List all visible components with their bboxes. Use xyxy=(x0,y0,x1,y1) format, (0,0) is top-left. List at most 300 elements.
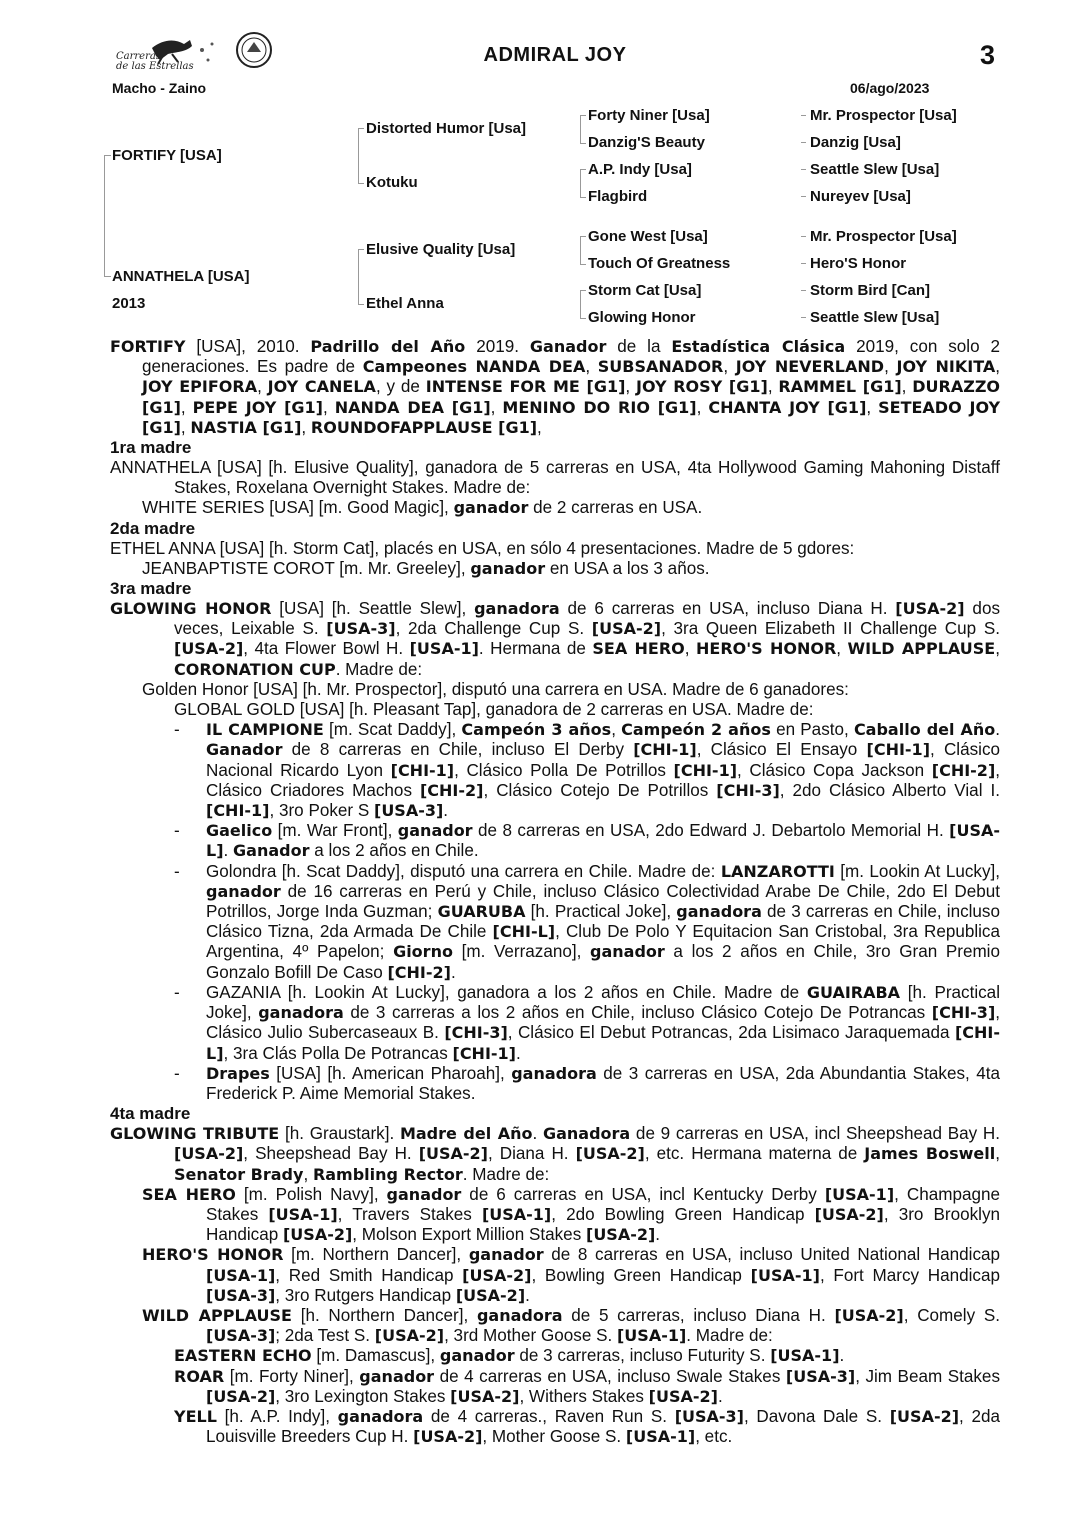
bold-text: WILD APPLAUSE xyxy=(847,639,996,659)
logo-text-line-2: de las Estrellas xyxy=(116,61,194,72)
bold-text: [USA-2] xyxy=(206,1386,276,1406)
text-run: , y de xyxy=(375,377,426,397)
text-run: . xyxy=(717,1386,723,1406)
list-item-text xyxy=(206,821,1000,860)
list-item xyxy=(174,821,1000,861)
text-run: , xyxy=(257,377,268,397)
text-run: , Sheepshead Bay H. xyxy=(243,1144,419,1164)
pedigree-g3-2: Danzig'S Beauty xyxy=(588,134,705,151)
pedigree-tick xyxy=(801,142,806,143)
text-run: [m. Scat Daddy], xyxy=(323,720,462,740)
bold-text: ganadora xyxy=(511,1063,597,1083)
dam-4-paragraph xyxy=(110,1124,1000,1185)
bold-text: JOY NEVERLAND xyxy=(735,357,885,377)
bold-text: MENINO DO RIO [G1] xyxy=(502,397,697,417)
dam-3-offspring-2 xyxy=(174,700,1000,720)
pedigree-bracket xyxy=(358,128,364,184)
text-run: GAZANIA [h. Lookin At Lucky], ganadora a los 2 años en Chile. Madre de xyxy=(206,982,807,1002)
text-run: , Clásico Nacional Ricardo Lyon xyxy=(206,740,1000,780)
bold-text: [USA-2] xyxy=(413,1427,483,1447)
dam-4-grand-offspring-2 xyxy=(174,1367,1000,1407)
bold-text: ganadora xyxy=(337,1406,424,1426)
bold-text: ganador xyxy=(206,881,281,901)
text-run: , Diana H. xyxy=(487,1144,576,1164)
text-run: , Travers Stakes xyxy=(337,1204,482,1224)
bold-text: [USA-2] xyxy=(591,619,662,639)
pedigree-dam: ANNATHELA [USA] xyxy=(112,268,250,285)
pedigree-g2-3: Elusive Quality [Usa] xyxy=(366,241,516,258)
bold-text: ganadora xyxy=(676,902,762,922)
text-run: . xyxy=(525,1285,530,1305)
bold-text: [USA-1] xyxy=(268,1204,338,1224)
bold-text: [USA-3] xyxy=(785,1366,856,1386)
text-run: de 3 carreras a los 2 años en Chile, incluso Clásico Cotejo De Potrancas xyxy=(343,1003,932,1023)
text-run: , Bowling Green Handicap xyxy=(531,1265,751,1285)
text-run: , 2do Clásico Alberto Vial I. xyxy=(779,780,1000,800)
bold-text: [USA-1] xyxy=(770,1346,840,1366)
dash-marker: - xyxy=(174,1063,180,1083)
bold-text: ganador xyxy=(359,1366,435,1386)
pedigree-tick xyxy=(801,196,806,197)
text-run: a los 2 años en Chile, 3ro Gran Premio Gonzalo Bofill De Caso xyxy=(206,942,1000,982)
dash-marker: - xyxy=(174,821,180,841)
bold-text: [USA-3] xyxy=(674,1406,744,1426)
text-run: de 6 carreras en USA, incl Kentucky Derby xyxy=(461,1184,825,1204)
pedigree-g2-2: Kotuku xyxy=(366,174,418,191)
text-run: . xyxy=(532,1124,543,1144)
bold-text: SUBSANADOR xyxy=(597,357,724,377)
text-run: , etc. Hermana materna de xyxy=(644,1144,865,1164)
bold-text: ganador xyxy=(439,1346,515,1366)
bold-text: Padrillo del Año xyxy=(310,337,466,356)
text-run: de 8 carreras en USA, incluso United National Handicap xyxy=(543,1245,1000,1265)
text-run: de 8 carreras en Chile, incluso El Derby xyxy=(282,740,634,760)
pedigree-g4-4: Nureyev [Usa] xyxy=(810,188,911,205)
bold-text: FORTIFY xyxy=(110,337,186,356)
text-run: a los 2 años en Chile. xyxy=(309,841,479,861)
text-run: , 2do Bowling Green Handicap xyxy=(551,1204,815,1224)
text-run: , xyxy=(884,357,897,377)
bold-text: ganador xyxy=(386,1184,462,1204)
bold-text: SETEADO JOY [G1] xyxy=(142,397,1001,437)
bold-text: [CHI-1] xyxy=(633,740,697,760)
pedigree-bracket xyxy=(580,236,586,265)
bold-text: ganadora xyxy=(258,1003,344,1023)
text-run: , 2da Challenge Cup S. xyxy=(395,619,592,639)
bold-text: JOY CANELA xyxy=(267,377,376,397)
list-item xyxy=(174,862,1000,983)
bold-text: NASTIA [G1] xyxy=(190,417,302,437)
pedigree-dam-year: 2013 xyxy=(112,295,146,312)
text-run: , xyxy=(303,1164,313,1184)
text-run: de 9 carreras en USA, incl Sheepshead Bay H. xyxy=(630,1124,1000,1144)
text-run: de 6 carreras en USA, incluso Diana H. xyxy=(559,599,896,619)
bold-text: [USA-2] xyxy=(834,1305,904,1325)
pedigree-g4-3: Seattle Slew [Usa] xyxy=(810,161,940,178)
bold-text: DURAZZO [G1] xyxy=(142,377,1001,417)
pedigree-g3-5: Gone West [Usa] xyxy=(588,228,708,245)
pedigree-g4-5: Mr. Prospector [Usa] xyxy=(810,228,957,245)
bold-text: NANDA DEA [G1] xyxy=(334,397,491,417)
bold-text: [USA-1] xyxy=(206,1265,276,1285)
bold-text: Rambling Rector xyxy=(312,1164,463,1184)
pedigree-bracket xyxy=(580,169,586,198)
bold-text: ganadora xyxy=(474,599,560,619)
bold-text: Campeón 2 años xyxy=(621,720,771,740)
text-run: de 4 carreras en USA, incluso Swale Stakes xyxy=(434,1366,786,1386)
text-run: Golondra [h. Scat Daddy], disputó una carrera en Chile. Madre de: xyxy=(206,861,721,881)
text-run: , Fort Marcy Handicap xyxy=(819,1265,1000,1285)
pedigree-tick xyxy=(801,115,806,116)
text-run: , xyxy=(301,417,311,437)
bold-text: JOY ROSY [G1] xyxy=(636,377,768,397)
bold-text: ganadora xyxy=(476,1305,563,1325)
pedigree-tick xyxy=(801,317,806,318)
bold-text: [USA-1] xyxy=(616,1326,687,1346)
text-run: de 2 carreras en USA. xyxy=(528,498,703,518)
pedigree-g3-8: Glowing Honor xyxy=(588,309,696,326)
dam-3-paragraph xyxy=(110,599,1000,680)
text-run: , xyxy=(995,1144,1000,1164)
text-run: . xyxy=(515,1043,521,1063)
pedigree-g3-1: Forty Niner [Usa] xyxy=(588,107,710,124)
text-run: , xyxy=(866,397,879,417)
bold-text: IL CAMPIONE xyxy=(206,720,324,740)
bold-text: [USA-2] xyxy=(174,639,244,659)
text-run: [h. Graustark]. xyxy=(279,1124,400,1144)
text-run: ETHEL ANNA [USA] [h. Storm Cat], placés en USA, en sólo 4 presentaciones. Madre de 5 gdores: xyxy=(110,538,855,558)
pedigree-bracket xyxy=(104,155,111,277)
text-run: , Clásico El Debut Potrancas, 2da Lisimaco Jaraquemada xyxy=(507,1023,955,1043)
text-run: , xyxy=(723,357,736,377)
bold-text: ganador xyxy=(397,821,473,841)
bold-text: GUAIRABA xyxy=(806,982,901,1002)
text-run: . Hermana de xyxy=(478,639,593,659)
bold-text: [USA-1] xyxy=(409,639,479,659)
bold-text: ROUNDOFAPPLAUSE [G1] xyxy=(310,417,538,437)
dam-4-offspring-2 xyxy=(142,1245,1000,1306)
bold-text: [CHI-3] xyxy=(444,1023,508,1043)
dam-4-offspring-3 xyxy=(142,1306,1000,1346)
text-run: . xyxy=(450,962,456,982)
pedigree-g2-1: Distorted Humor [Usa] xyxy=(366,120,527,137)
dash-marker: - xyxy=(174,861,180,881)
sire-paragraph xyxy=(110,337,1000,438)
bold-text: Caballo del Año xyxy=(853,720,996,740)
bold-text: James Boswell xyxy=(864,1144,996,1164)
text-run: , 3rd Mother Goose S. xyxy=(444,1326,617,1346)
section-4ta-madre: 4ta madre xyxy=(110,1104,191,1124)
bold-text: Drapes xyxy=(206,1063,270,1083)
bold-text: SEA HERO xyxy=(592,639,685,659)
text-run: , Red Smith Handicap xyxy=(275,1265,463,1285)
bold-text: Senator Brady xyxy=(174,1164,304,1184)
list-item xyxy=(174,983,1000,1064)
text-run: JEANBAPTISTE COROT [m. Mr. Greeley], xyxy=(142,558,471,578)
pedigree-g3-7: Storm Cat [Usa] xyxy=(588,282,702,299)
text-run: [h. Practical Joke], xyxy=(206,982,1000,1023)
text-run: . xyxy=(443,801,449,821)
bold-text: [CHI-2] xyxy=(387,962,451,982)
text-run: de 16 carreras en Perú y Chile, incluso Clásico Colectividad Arabe De Chile, 2do El Debut Potrillos, Jorge Inda Guzman; xyxy=(206,881,1000,922)
bold-text: WILD APPLAUSE xyxy=(142,1305,292,1325)
text-run: . xyxy=(839,1346,845,1366)
text-run: en USA a los 3 años. xyxy=(545,558,710,578)
bold-text: [USA-1] xyxy=(824,1184,895,1204)
family-notes xyxy=(110,337,1000,1447)
list-item xyxy=(174,720,1000,821)
bold-text: [CHI-2] xyxy=(931,760,996,780)
pedigree-g4-8: Seattle Slew [Usa] xyxy=(810,309,940,326)
text-run: WHITE SERIES [USA] [m. Good Magic], xyxy=(142,498,454,518)
text-run: , Comely S. xyxy=(903,1305,1000,1325)
report-date: 06/ago/2023 xyxy=(850,80,930,96)
text-run: , xyxy=(625,377,636,397)
text-run: , Mother Goose S. xyxy=(482,1427,626,1447)
pedigree-g3-6: Touch Of Greatness xyxy=(588,255,731,272)
text-run: de 4 carreras., Raven Run S. xyxy=(423,1406,675,1426)
bold-text: Campeones NANDA DEA xyxy=(362,357,586,377)
bold-text: [USA-2] xyxy=(814,1204,884,1224)
list-item-text xyxy=(206,1064,1000,1103)
dam-2-paragraph xyxy=(110,539,1000,559)
bold-text: GLOWING TRIBUTE xyxy=(110,1124,280,1144)
bold-text: [CHI-2] xyxy=(419,780,484,800)
bold-text: [USA-2] xyxy=(455,1285,526,1305)
text-run: [h. Practical Joke], xyxy=(525,902,677,922)
text-run: , Jim Beam Stakes xyxy=(855,1366,1000,1386)
bold-text: [CHI-L] xyxy=(492,922,556,942)
pedigree-g4-6: Hero'S Honor xyxy=(810,255,907,272)
text-run: , 3ro Rutgers Handicap xyxy=(275,1285,456,1305)
text-run: . xyxy=(995,720,1001,740)
text-run: , Withers Stakes xyxy=(519,1386,649,1406)
bold-text: ganador xyxy=(590,942,665,962)
bold-text: Ganador xyxy=(529,337,607,356)
text-run: , 3ra Clás Polla De Potrancas xyxy=(223,1043,453,1063)
bold-text: ganador xyxy=(468,1245,544,1265)
text-run: . Madre de: xyxy=(462,1164,550,1184)
text-run: . Madre de: xyxy=(335,659,423,679)
bold-text: GUARUBA xyxy=(437,902,526,922)
bold-text: INTENSE FOR ME [G1] xyxy=(425,377,626,397)
pedigree-g4-1: Mr. Prospector [Usa] xyxy=(810,107,957,124)
bold-text: [USA-2] xyxy=(648,1386,718,1406)
bold-text: Estadística Clásica xyxy=(671,337,846,356)
bold-text: [CHI-3] xyxy=(931,1003,996,1023)
sex-color: Macho - Zaino xyxy=(112,80,207,96)
section-2da-madre: 2da madre xyxy=(110,518,196,538)
pedigree-bracket xyxy=(580,115,586,144)
pedigree-bracket xyxy=(580,290,586,319)
bold-text: [USA-2] xyxy=(418,1144,488,1164)
text-run: , Clásico Criadores Machos xyxy=(206,760,1000,800)
text-run: . xyxy=(655,1225,661,1245)
text-run: , xyxy=(323,397,335,417)
text-run: , Clásico Julio Subercaseaux B. xyxy=(206,1003,1000,1043)
text-run: de 3 carreras en USA, 2da Abundantia Stakes, 4ta Frederick P. Aime Memorial Stakes. xyxy=(206,1063,1000,1103)
bold-text: [USA-2] xyxy=(374,1326,445,1346)
text-run: 2019, con solo 2 generaciones. Es padre de xyxy=(142,337,1001,377)
pedigree-sire: FORTIFY [USA] xyxy=(112,147,222,164)
text-run: , Clásico Copa Jackson xyxy=(737,760,932,780)
text-run: , 3ro Lexington Stakes xyxy=(275,1386,451,1406)
logo-text-line-1: Carreras xyxy=(116,51,161,62)
bold-text: Giorno xyxy=(393,942,453,962)
bold-text: Ganador xyxy=(233,841,310,861)
bold-text: Madre del Año xyxy=(399,1124,533,1144)
bold-text: Ganadora xyxy=(542,1124,631,1144)
text-run: [m. War Front], xyxy=(272,821,398,841)
pedigree-bracket xyxy=(358,249,364,305)
bold-text: [CHI-3] xyxy=(716,780,780,800)
bold-text: JOY NIKITA xyxy=(896,357,996,377)
text-run: de 3 carreras en Chile, incluso Clásico Tizna, 2da Armada De Chile xyxy=(206,902,1000,942)
bold-text: EASTERN ECHO xyxy=(174,1346,312,1366)
pedigree-tick xyxy=(801,169,806,170)
text-run: , Molson Export Million Stakes xyxy=(352,1225,586,1245)
pedigree-g4-7: Storm Bird [Can] xyxy=(810,282,930,299)
bold-text: [USA-2] xyxy=(586,1225,656,1245)
text-run: , xyxy=(696,397,709,417)
text-run: ; 2da Test S. xyxy=(275,1326,375,1346)
text-run: en Pasto, xyxy=(770,720,854,740)
bold-text: [CHI-1] xyxy=(206,801,270,821)
bold-text: [USA-1] xyxy=(481,1204,552,1224)
pedigree-g2-4: Ethel Anna xyxy=(366,295,444,312)
pedigree-tick xyxy=(801,263,806,264)
text-run: , xyxy=(684,639,696,659)
text-run: [m. Lookin At Lucky], xyxy=(834,861,1001,881)
text-run: , 4ta Flower Bowl H. xyxy=(243,639,410,659)
dam-3-offspring-1 xyxy=(142,680,1000,700)
dash-marker: - xyxy=(174,982,180,1002)
dam-4-grand-offspring-3 xyxy=(174,1407,1000,1447)
text-run: , 2da Louisville Breeders Cup H. xyxy=(206,1406,1000,1447)
text-run: , xyxy=(180,397,193,417)
bold-text: Gaelico xyxy=(206,821,273,841)
bold-text: LANZAROTTI xyxy=(720,861,835,881)
bold-text: [CHI-1] xyxy=(866,740,930,760)
text-run: [USA] [h. American Pharoah], xyxy=(269,1063,512,1083)
bold-text: [CHI-1] xyxy=(673,760,738,780)
bold-text: ganador xyxy=(453,498,529,518)
text-run: [m. Damascus], xyxy=(311,1346,440,1366)
dam-1-offspring xyxy=(142,498,1000,518)
text-run: , xyxy=(901,377,913,397)
section-3ra-madre: 3ra madre xyxy=(110,579,192,599)
bold-text: HERO'S HONOR xyxy=(696,639,837,659)
list-item-text xyxy=(206,862,1000,982)
page-title: ADMIRAL JOY xyxy=(483,44,627,66)
pedigree-tick xyxy=(801,290,806,291)
bold-text: RAMMEL [G1] xyxy=(778,377,902,397)
text-run: Golden Honor [USA] [h. Mr. Prospector], disputó una carrera en USA. Madre de 6 ganadores: xyxy=(142,679,849,699)
text-run: , xyxy=(836,639,848,659)
text-run: [m. Northern Dancer], xyxy=(283,1245,469,1265)
dash-marker: - xyxy=(174,720,180,740)
text-run: , xyxy=(180,417,191,437)
bold-text: [USA-1] xyxy=(750,1265,820,1285)
text-run: de 3 carreras, incluso Futurity S. xyxy=(514,1346,771,1366)
bold-text: ganador xyxy=(470,558,546,578)
section-1ra-madre: 1ra madre xyxy=(110,438,192,458)
text-run: , 3ro Brooklyn Handicap xyxy=(206,1204,1001,1245)
bold-text: Campeón 3 años xyxy=(461,720,612,740)
pedigree-g3-3: A.P. Indy [Usa] xyxy=(588,161,692,178)
bold-text: PEPE JOY [G1] xyxy=(192,397,323,417)
bold-text: Ganador xyxy=(206,740,283,760)
bold-text: GLOWING HONOR xyxy=(110,599,272,619)
text-run: , xyxy=(767,377,779,397)
text-run: , Champagne Stakes xyxy=(206,1184,1000,1224)
bold-text: [USA-2] xyxy=(889,1406,960,1426)
bold-text: HERO'S HONOR xyxy=(142,1245,284,1265)
dam-4-grand-offspring-1 xyxy=(174,1346,1000,1366)
text-run: dos veces, Leixable S. xyxy=(174,599,1000,639)
bold-text: [USA-3] xyxy=(206,1326,276,1346)
text-run: [h. A.P. Indy], xyxy=(216,1406,338,1426)
text-run: , xyxy=(995,357,1001,377)
pedigree-g3-4: Flagbird xyxy=(588,188,648,205)
bold-text: [USA-2] xyxy=(174,1144,244,1164)
bold-text: [CHI-1] xyxy=(390,760,455,780)
bold-text: ROAR xyxy=(174,1366,225,1386)
bold-text: CORONATION CUP xyxy=(174,659,336,679)
dam-2-offspring xyxy=(142,559,1000,579)
text-run: ANNATHELA [USA] [h. Elusive Quality], ganadora de 5 carreras en USA, 4ta Hollywood Gaming Mahoning Distaff Stakes, Roxelana Overnight Stakes. Madre de: xyxy=(110,458,1000,498)
bold-text: [USA-2] xyxy=(450,1386,520,1406)
bold-text: [USA-3] xyxy=(374,801,444,821)
text-run: de 5 carreras, incluso Diana H. xyxy=(562,1305,835,1325)
text-run: , xyxy=(537,417,542,437)
text-run: , Clásico Cotejo De Potrillos xyxy=(483,780,717,800)
dam-1-paragraph xyxy=(110,458,1000,498)
text-run: . xyxy=(223,841,234,861)
text-run: , Clásico Polla De Potrillos xyxy=(454,760,674,780)
text-run: de 8 carreras en USA, 2do Edward J. Debartolo Memorial H. xyxy=(472,821,950,841)
bold-text: [USA-3] xyxy=(206,1285,276,1305)
text-run: , xyxy=(490,397,503,417)
text-run: , Clásico El Ensayo xyxy=(696,740,867,760)
pedigree-tick xyxy=(801,236,806,237)
bold-text: [CHI-1] xyxy=(452,1043,516,1063)
text-run: de la xyxy=(606,337,672,356)
bold-text: [USA-1] xyxy=(625,1427,696,1447)
text-run: 2019. xyxy=(465,337,530,356)
bold-text: [USA-2] xyxy=(895,599,965,619)
text-run: [m. Forty Niner], xyxy=(224,1366,360,1386)
list-item-text xyxy=(206,720,1000,820)
bold-text: [USA-3] xyxy=(326,619,396,639)
bold-text: [USA-2] xyxy=(575,1144,645,1164)
text-run: . Madre de: xyxy=(686,1326,773,1346)
page-number: 3 xyxy=(980,40,996,70)
text-run: [USA], 2010. xyxy=(185,337,311,356)
dam-4-offspring-1 xyxy=(142,1185,1000,1246)
list-item-text xyxy=(206,983,1000,1063)
bold-text: SEA HERO xyxy=(142,1184,236,1204)
text-run: , xyxy=(611,720,622,740)
bold-text: [CHI-L] xyxy=(206,1023,1000,1063)
bold-text: JOY EPIFORA xyxy=(142,377,258,397)
list-item xyxy=(174,1064,1000,1104)
text-run: , xyxy=(585,357,598,377)
text-run: [m. Polish Navy], xyxy=(235,1184,387,1204)
text-run: [m. Verrazano], xyxy=(452,942,591,962)
text-run: , Davona Dale S. xyxy=(743,1406,890,1426)
text-run: , etc. xyxy=(695,1427,733,1447)
